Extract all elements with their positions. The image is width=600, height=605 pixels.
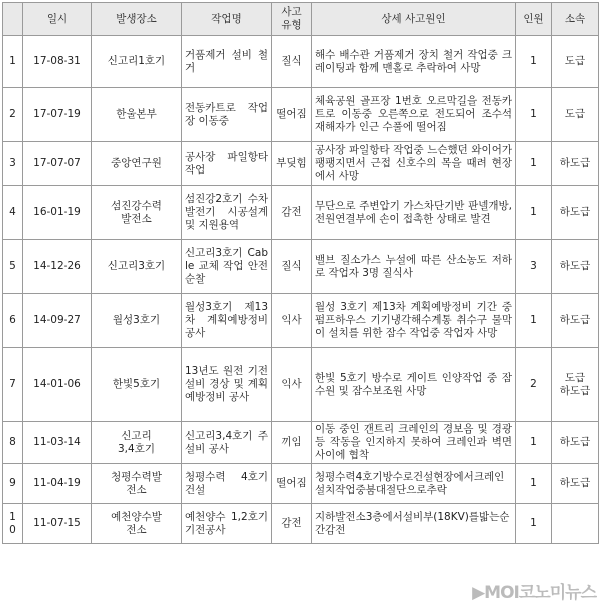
row-task: 공사장 파일항타 작업: [182, 142, 272, 186]
row-cause: 청평수력4호기방수로건설현장에서크레인설치작업중붐대절단으로추락: [312, 464, 516, 504]
row-cause: 공사장 파일항타 작업중 느슨했던 와이어가 팽팽지면서 근접 신호수의 목을 때려 현장에서 사망: [312, 142, 516, 186]
row-type: 끼임: [272, 422, 312, 464]
table-row: [3, 36, 599, 88]
row-count: 1: [516, 294, 552, 348]
row-date: 14-12-26: [23, 240, 92, 294]
table-row: [3, 504, 599, 544]
row-cause: 지하발전소3층에서설비부(18KV)를밟는순간감전: [312, 504, 516, 544]
header-date: 일시: [23, 3, 92, 36]
row-count: 1: [516, 36, 552, 88]
table-row: [3, 294, 599, 348]
table-row: [3, 88, 599, 142]
row-task: 예천양수 1,2호기 기전공사: [182, 504, 272, 544]
row-type: 감전: [272, 186, 312, 240]
header-no: [3, 3, 23, 36]
row-cause: 밸브 질소가스 누설에 따른 산소농도 저하로 작업자 3명 질식사: [312, 240, 516, 294]
row-org: 도급: [552, 36, 599, 88]
table-row: [3, 348, 599, 422]
row-count: 1: [516, 422, 552, 464]
row-date: 11-03-14: [23, 422, 92, 464]
row-cause: 이동 중인 갠트리 크레인의 경보음 및 경광등 작동을 인지하지 못하여 크레인과 벽면사이에 협착: [312, 422, 516, 464]
header-type: 사고 유형: [272, 3, 312, 36]
row-count: 3: [516, 240, 552, 294]
row-cause: 월성 3호기 제13차 계획예방정비 기간 중 펌프하우스 기기냉각해수계통 취수구 물막이 설치를 위한 잠수 작업중 작업자 사망: [312, 294, 516, 348]
table-row: [3, 422, 599, 464]
row-no: 8: [3, 422, 23, 464]
row-place: 예천양수발 전소: [92, 504, 182, 544]
row-no: 4: [3, 186, 23, 240]
row-org: 도급: [552, 88, 599, 142]
row-place: 한빛5호기: [92, 348, 182, 422]
header-count: 인원: [516, 3, 552, 36]
row-date: 17-07-07: [23, 142, 92, 186]
row-org: 하도급: [552, 186, 599, 240]
row-date: 11-07-15: [23, 504, 92, 544]
row-type: 익사: [272, 348, 312, 422]
row-type: 질식: [272, 36, 312, 88]
row-date: 14-09-27: [23, 294, 92, 348]
row-count: 1: [516, 142, 552, 186]
table-row: [3, 186, 599, 240]
row-date: 14-01-06: [23, 348, 92, 422]
row-type: 감전: [272, 504, 312, 544]
header-row: [3, 3, 599, 36]
row-task: 섬진강2호기 수차발전기 시공설계 및 지원용역: [182, 186, 272, 240]
row-count: 1: [516, 504, 552, 544]
row-task: 거품제거 설비 철거: [182, 36, 272, 88]
row-no: 5: [3, 240, 23, 294]
row-type: 질식: [272, 240, 312, 294]
row-date: 11-04-19: [23, 464, 92, 504]
table-row: [3, 240, 599, 294]
row-date: 17-08-31: [23, 36, 92, 88]
row-no: 7: [3, 348, 23, 422]
row-task: 전동카트로 작업장 이동중: [182, 88, 272, 142]
header-cause: 상세 사고원인: [312, 3, 516, 36]
row-type: 익사: [272, 294, 312, 348]
watermark-logo: ▶MOI코노미뉴스: [472, 583, 596, 603]
row-task: 신고리3,4호기 주설비 공사: [182, 422, 272, 464]
row-org: 하도급: [552, 464, 599, 504]
row-no: 10: [3, 504, 23, 544]
row-type: 부딪힘: [272, 142, 312, 186]
row-count: 1: [516, 464, 552, 504]
row-type: 떨어짐: [272, 88, 312, 142]
header-org: 소속: [552, 3, 599, 36]
row-place: 신고리3호기: [92, 240, 182, 294]
row-task: 청평수력 4호기 건설: [182, 464, 272, 504]
row-cause: 무단으로 주변압기 가스차단기반 판넬개방, 전원연결부에 손이 접촉한 상태로 발견: [312, 186, 516, 240]
row-place: 중앙연구원: [92, 142, 182, 186]
row-task: 신고리3호기 Cable 교체 작업 안전순찰: [182, 240, 272, 294]
row-task: 13년도 원전 기전설비 경상 및 계획예방정비 공사: [182, 348, 272, 422]
row-count: 2: [516, 348, 552, 422]
row-task: 월성3호기 제13차 계획예방정비 공사: [182, 294, 272, 348]
row-no: 3: [3, 142, 23, 186]
row-place: 섬진강수력 발전소: [92, 186, 182, 240]
row-cause: 체육공원 골프장 1번호 오르막길을 전동카트로 이동중 오른쪽으로 전도되어 조수석 재해자가 인근 수풀에 떨어짐: [312, 88, 516, 142]
row-org: 하도급: [552, 240, 599, 294]
header-place: 발생장소: [92, 3, 182, 36]
row-type: 떨어짐: [272, 464, 312, 504]
row-date: 17-07-19: [23, 88, 92, 142]
row-count: 1: [516, 186, 552, 240]
row-org: 하도급: [552, 142, 599, 186]
table-row: [3, 142, 599, 186]
accident-table: [2, 2, 599, 544]
row-place: 한울본부: [92, 88, 182, 142]
row-cause: 한빛 5호기 방수로 게이트 인양작업 중 잠수원 및 잠수보조원 사망: [312, 348, 516, 422]
row-cause: 해수 배수관 거품제거 장치 철거 작업중 크레이팅과 함께 맨홀로 추락하여 사망: [312, 36, 516, 88]
row-no: 9: [3, 464, 23, 504]
row-count: 1: [516, 88, 552, 142]
row-place: 청평수력발 전소: [92, 464, 182, 504]
row-no: 2: [3, 88, 23, 142]
row-no: 6: [3, 294, 23, 348]
row-org: [552, 504, 599, 544]
row-no: 1: [3, 36, 23, 88]
row-org: 도급 하도급: [552, 348, 599, 422]
table-row: [3, 464, 599, 504]
row-org: 하도급: [552, 422, 599, 464]
header-task: 작업명: [182, 3, 272, 36]
row-place: 월성3호기: [92, 294, 182, 348]
row-date: 16-01-19: [23, 186, 92, 240]
row-org: 하도급: [552, 294, 599, 348]
row-place: 신고리1호기: [92, 36, 182, 88]
row-place: 신고리 3,4호기: [92, 422, 182, 464]
